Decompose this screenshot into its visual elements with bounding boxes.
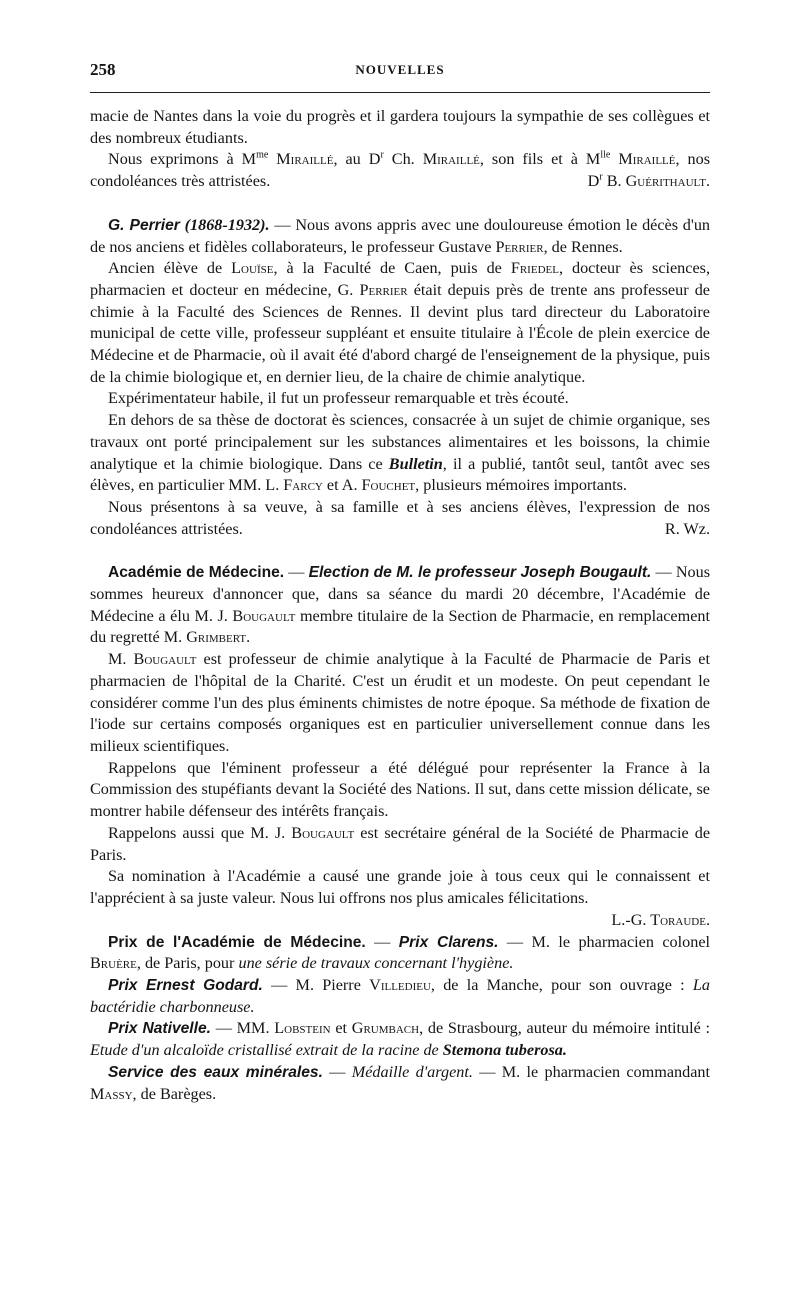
header-rule: [90, 92, 710, 93]
section-subheading: Election de M. le professeur Joseph Bougault.: [308, 564, 652, 582]
paragraph: Sa nomination à l'Académie a causé une grande joie à tous ceux qui le connaissent et l'apprécient à sa juste valeur. Nous lui offrons nos plus amicales félicitations. L.-G. Toraude.: [90, 866, 710, 909]
academie-prizes: [90, 932, 710, 1106]
running-title: NOUVELLES: [355, 62, 445, 77]
paragraph: Nous présentons à sa veuve, à sa famille et à ses anciens élèves, l'expression de nos condoléances attristées. R. Wz.: [90, 497, 710, 540]
section-heading: Académie de Médecine.: [108, 564, 285, 582]
paragraph: Ancien élève de Louïse, à la Faculté de Caen, puis de Friedel, docteur ès sciences, pharmacien et docteur en médecine, G. Perrier était depuis près de trente ans professeur de chimie à la Faculté des Sciences de Rennes. Il devint plus tard directeur du Laboratoire municipal de cette ville, professeur suppléant et ensuite titulaire à l'École de plein exercice de Médecine et de Pharmacie, où il avait été d'abord chargé de l'enseignement de la physique, puis de la chimie biologique et, en dernier lieu, de la chaire de chimie analytique.: [90, 259, 710, 386]
signature: $D^r$ B. Guérithault.: [587, 171, 710, 191]
person-name: Perrier: [495, 237, 544, 256]
section-heading: G. Perrier: [108, 216, 180, 234]
page-number: 258: [90, 60, 116, 79]
page-body: [90, 106, 710, 1105]
paragraph: M. Bougault est professeur de chimie analytique à la Faculté de Pharmacie de Paris et pharmacien de l'hôpital de la Charité. C'est un érudit et un modeste. On peut cependant le considérer comme l'un des plus éminents chimistes de notre époque. Sa méthode de fixation de l'iode sur certains composés organiques est en particulier universellement connue dans les milieux scientifiques.: [90, 650, 710, 755]
section-heading: Prix de l'Académie de Médecine.: [108, 933, 366, 951]
paragraph: G. Perrier (1868-1932). — Nous avons appris avec une douloureuse émotion le décès d'un de nos anciens et fidèles collaborateurs, le professeur Gustave Perrier, de Rennes.: [90, 215, 711, 256]
signature: L.-G. Toraude.: [611, 910, 710, 929]
person-name: Miraillé: [618, 150, 676, 169]
person-name: Miraillé: [422, 150, 480, 169]
paragraph: Prix de l'Académie de Médecine. — Prix Clarens. — M. le pharmacien colonel Bruère, de Paris, pour une série de travaux concernant l'hygiène.: [90, 932, 710, 973]
person-name: Miraillé: [276, 150, 334, 169]
paragraph: Prix Nativelle. — MM. Lobstein et Grumbach, de Strasbourg, auteur du mémoire intitulé : Etude d'un alcaloïde cristallisé extrait de la racine de Stemona tuberosa.: [90, 1019, 711, 1060]
paragraph: Prix Ernest Godard. — M. Pierre Villedieu, de la Manche, pour son ouvrage : La bactéridie charbonneuse.: [90, 976, 711, 1016]
paragraph: Expérimentateur habile, il fut un professeur remarquable et très écouté.: [108, 389, 569, 408]
perrier-obituary: [90, 215, 710, 541]
paragraph: Rappelons que l'éminent professeur a été délégué pour représenter la France à la Commission des stupéfiants devant la Société des Nations. Il sut, dans cette mission délicate, se montrer habile défenseur des intérêts français.: [90, 758, 710, 821]
paragraph: macie de Nantes dans la voie du progrès et il gardera toujours la sympathie de ses collègues et des nombreux étudiants.: [90, 107, 710, 147]
page-header: [90, 60, 710, 84]
academie-election: [90, 562, 711, 929]
paragraph: Nous exprimons à $M^{me}$ Miraillé, au $D^r$ Ch. Miraillé, son fils et à $M^{lle}$ Miraillé, nos condoléances très attristées. $D^r$ B. Guérithault.: [90, 149, 710, 192]
paragraph: En dehors de sa thèse de doctorat ès sciences, consacrée à un sujet de chimie organique, ses travaux ont porté principalement sur les substances alimentaires et les boissons, la chimie analytique et la chimie biologique. Dans ce Bulletin, il a publié, tantôt seul, tantôt avec ses élèves, en particulier MM. L. Farcy et A. Fouchet, plusieurs mémoires importants.: [90, 411, 710, 495]
paragraph: Académie de Médecine. — Election de M. le professeur Joseph Bougault. — Nous sommes heureux d'annoncer que, dans sa séance du mardi 20 décembre, l'Académie de Médecine a élu M. J. Bougault membre titulaire de la Section de Pharmacie, en remplacement du regretté M. Grimbert.: [90, 563, 710, 647]
paragraph: Service des eaux minérales. — Médaille d'argent. — M. le pharmacien commandant Massy, de Barèges.: [90, 1062, 710, 1103]
paragraph: Rappelons aussi que M. J. Bougault est secrétaire général de la Société de Pharmacie de Paris.: [90, 823, 711, 864]
signature: R. Wz.: [664, 519, 710, 538]
miraille-notice: [90, 106, 710, 193]
